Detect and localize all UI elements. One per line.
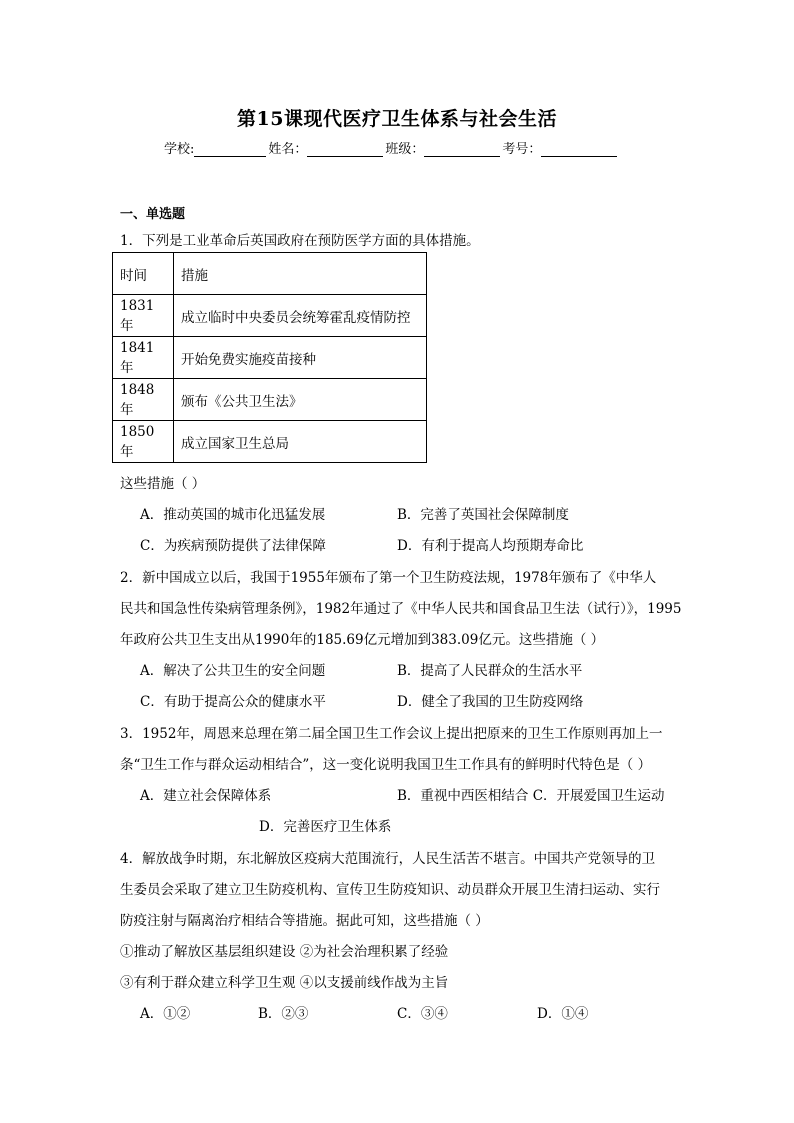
q2-line-1: 2．新中国成立以后，我国于1955年颁布了第一个卫生防疫法规，1978年颁布了《中华人: [120, 570, 657, 586]
student-info-line: [164, 138, 634, 157]
q4-items-1-2: ①推动了解放区基层组织建设 ②为社会治理积累了经验: [120, 944, 449, 960]
table-row: [113, 295, 427, 337]
table-cell-measure: 成立临时中央委员会统筹霍乱疫情防控: [174, 295, 427, 337]
q3-option-bc[interactable]: B．重视中西医相结合 C．开展爱国卫生运动: [397, 788, 665, 804]
table-cell-measure: 成立国家卫生总局: [174, 421, 427, 463]
table-row: [113, 421, 427, 463]
table-cell-measure: 颁布《公共卫生法》: [174, 379, 427, 421]
exam-no-blank[interactable]: [541, 142, 617, 157]
q4-line-1: 4．解放战争时期，东北解放区疫病大范围流行，人民生活苦不堪言。中国共产党领导的卫: [120, 851, 656, 867]
q1-stem: 1．下列是工业革命后英国政府在预防医学方面的具体措施。: [120, 233, 480, 249]
q2-line-2: 民共和国急性传染病管理条例》，1982年通过了《中华人民共和国食品卫生法（试行）》，1995: [120, 601, 682, 617]
q2-option-b[interactable]: B．提高了人民群众的生活水平: [397, 663, 583, 679]
q1-measures-table: [112, 252, 427, 463]
q4-option-b[interactable]: B．②③: [258, 1006, 309, 1022]
page-title: 第15课现代医疗卫生体系与社会生活: [237, 108, 557, 130]
school-blank[interactable]: [194, 142, 266, 157]
exam-no-label: 考号：: [502, 142, 542, 157]
q4-option-c[interactable]: C．③④: [397, 1006, 448, 1022]
q4-items-3-4: ③有利于群众建立科学卫生观 ④以支援前线作战为主旨: [120, 975, 449, 991]
q2-option-d[interactable]: D．健全了我国的卫生防疫网络: [397, 694, 584, 710]
table-header-row: [113, 253, 427, 295]
q4-line-2: 生委员会采取了建立卫生防疫机构、宣传卫生防疫知识、动员群众开展卫生清扫运动、实行: [120, 882, 660, 898]
q2-option-c[interactable]: C．有助于提高公众的健康水平: [140, 694, 326, 710]
q4-line-3: 防疫注射与隔离治疗相结合等措施。据此可知，这些措施（ ）: [120, 913, 489, 929]
table-cell-measure: 开始免费实施疫苗接种: [174, 337, 427, 379]
q4-option-d[interactable]: D．①④: [537, 1006, 589, 1022]
q3-option-a[interactable]: A．建立社会保障体系: [140, 788, 272, 804]
table-cell-year: 1848年: [113, 379, 174, 421]
q2-option-a[interactable]: A．解决了公共卫生的安全问题: [140, 663, 326, 679]
q3-line-2: 条“卫生工作与群众运动相结合”，这一变化说明我国卫生工作具有的鲜明时代特色是（ ）: [120, 757, 652, 773]
name-blank[interactable]: [307, 142, 383, 157]
table-row: [113, 337, 427, 379]
q1-option-c[interactable]: C．为疾病预防提供了法律保障: [140, 538, 326, 554]
class-blank[interactable]: [424, 142, 500, 157]
q3-option-d[interactable]: D．完善医疗卫生体系: [259, 819, 392, 835]
q1-option-b[interactable]: B．完善了英国社会保障制度: [397, 507, 569, 523]
q1-option-d[interactable]: D．有利于提高人均预期寿命比: [397, 538, 584, 554]
table-cell-year: 1841年: [113, 337, 174, 379]
q1-tail: 这些措施（ ）: [120, 476, 206, 492]
table-header-measure: 措施: [174, 253, 427, 295]
q2-line-3: 年政府公共卫生支出从1990年的185.69亿元增加到383.09亿元。这些措施（ ）: [120, 632, 605, 648]
name-label: 姓名：: [268, 142, 308, 157]
table-row: [113, 379, 427, 421]
section-title: 一、单选题: [120, 207, 186, 222]
class-label: 班级：: [385, 142, 425, 157]
q4-option-a[interactable]: A．①②: [140, 1006, 191, 1022]
school-label: 学校:: [164, 142, 195, 157]
table-cell-year: 1831年: [113, 295, 174, 337]
table-cell-year: 1850年: [113, 421, 174, 463]
q3-line-1: 3．1952年，周恩来总理在第二届全国卫生工作会议上提出把原来的卫生工作原则再加上一: [120, 726, 663, 742]
q1-option-a[interactable]: A．推动英国的城市化迅猛发展: [140, 507, 326, 523]
table-header-time: 时间: [113, 253, 174, 295]
